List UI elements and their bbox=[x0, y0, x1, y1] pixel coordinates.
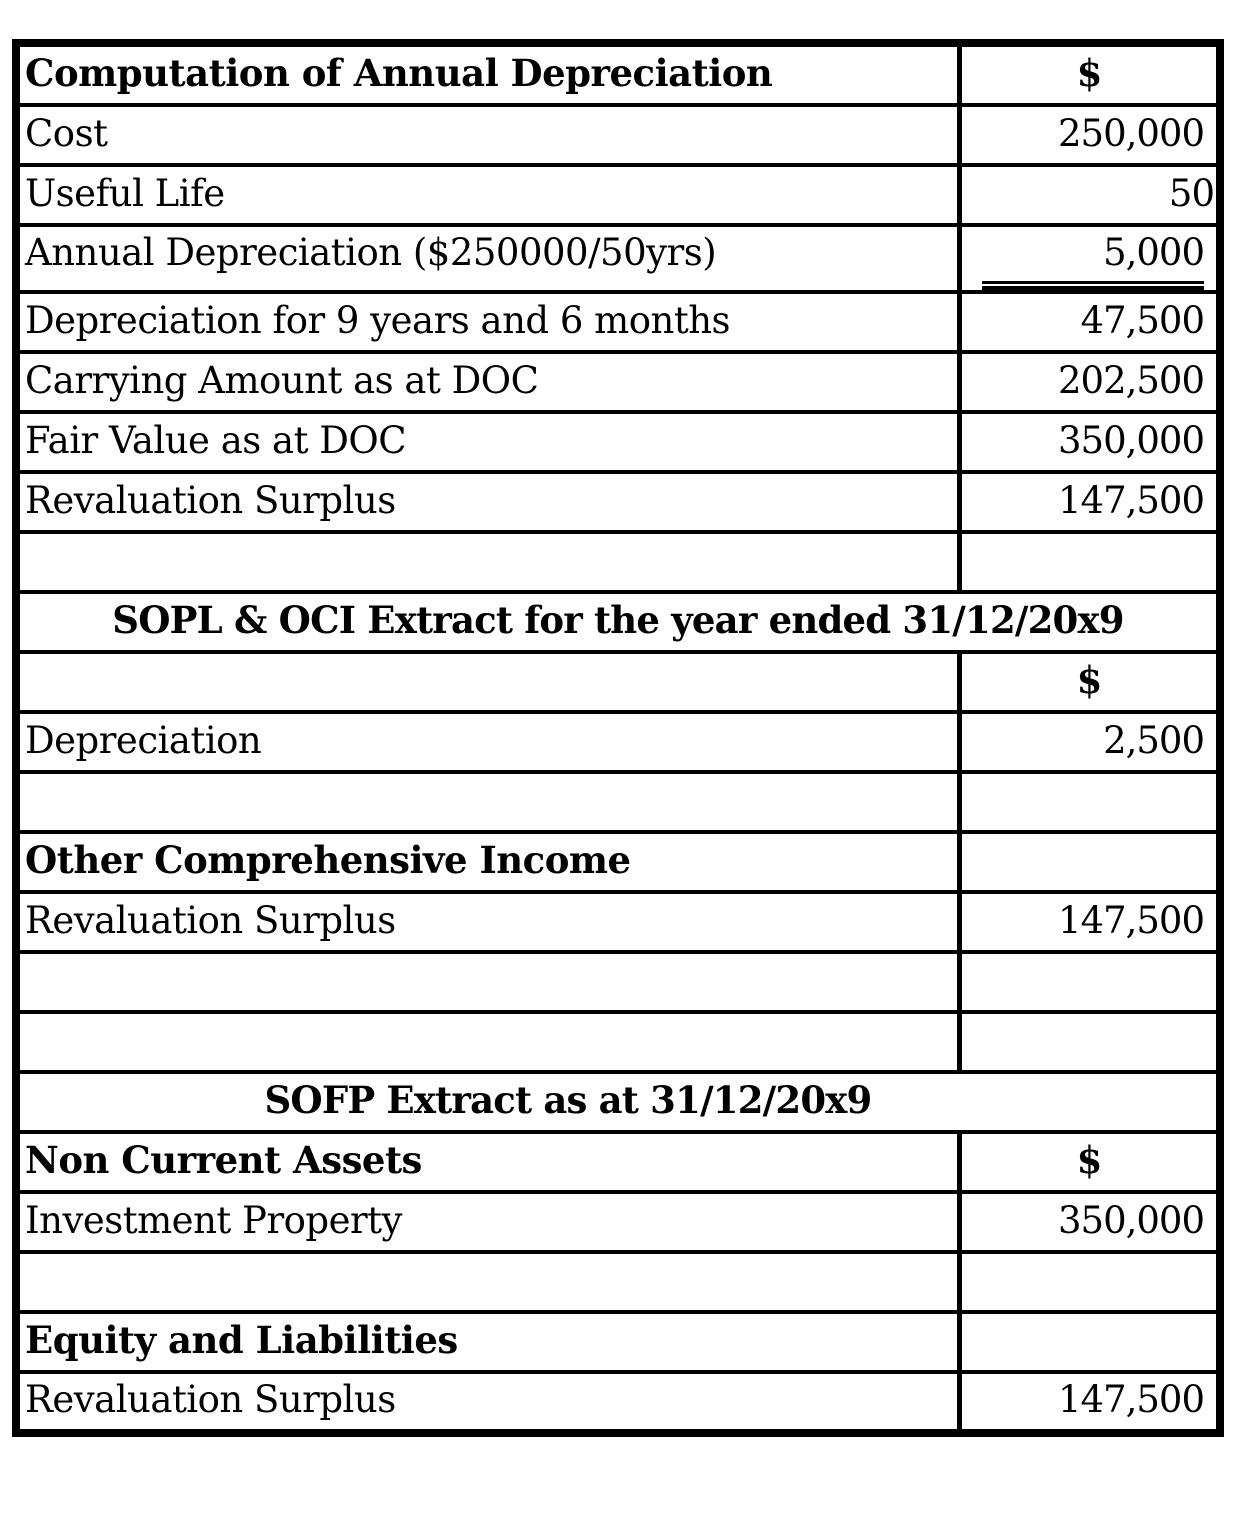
table-row-investment-property bbox=[20, 1194, 1216, 1254]
row-label: Revaluation Surplus bbox=[25, 478, 396, 522]
row-value: 50 bbox=[1168, 171, 1214, 215]
table-row-empty bbox=[20, 1254, 1216, 1314]
row-value: 350,000 bbox=[1057, 418, 1204, 462]
sofp-title-row bbox=[20, 1074, 1216, 1134]
empty-cell bbox=[962, 954, 1216, 1010]
sopl-title-row bbox=[20, 594, 1216, 654]
computation-title-cell bbox=[20, 47, 962, 103]
currency-header: $ bbox=[1076, 1138, 1102, 1182]
table-row-useful-life bbox=[20, 167, 1216, 227]
row-value: 147,500 bbox=[1057, 898, 1204, 942]
table-row-oci-revaluation-surplus bbox=[20, 894, 1216, 954]
row-label-cell bbox=[20, 354, 962, 410]
row-value: 350,000 bbox=[1057, 1198, 1204, 1242]
currency-header-cell bbox=[962, 654, 1216, 710]
row-value: 147,500 bbox=[1057, 1378, 1204, 1421]
row-label-cell bbox=[20, 294, 962, 350]
row-value: 47,500 bbox=[1080, 298, 1204, 342]
row-value-cell bbox=[962, 1374, 1216, 1429]
depreciation-worksheet-table bbox=[12, 39, 1224, 1437]
empty-cell bbox=[20, 774, 962, 830]
currency-header: $ bbox=[1076, 658, 1102, 702]
table-row-annual-depreciation bbox=[20, 227, 1216, 294]
row-label: Annual Depreciation ($250000/50yrs) bbox=[25, 231, 717, 274]
computation-title: Computation of Annual Depreciation bbox=[25, 51, 773, 95]
row-label: Revaluation Surplus bbox=[25, 898, 396, 942]
currency-header: $ bbox=[1076, 51, 1102, 95]
row-value-cell bbox=[962, 167, 1216, 223]
row-label-cell bbox=[20, 227, 962, 290]
oci-heading-cell bbox=[20, 834, 962, 890]
oci-heading-row bbox=[20, 834, 1216, 894]
row-label-cell bbox=[20, 414, 962, 470]
empty-cell bbox=[962, 1314, 1216, 1370]
row-label-cell bbox=[20, 894, 962, 950]
equity-heading-cell bbox=[20, 1314, 962, 1370]
row-value: 5,000 bbox=[1103, 231, 1204, 274]
table-row-revaluation-surplus bbox=[20, 474, 1216, 534]
row-value-cell bbox=[962, 354, 1216, 410]
row-label-cell bbox=[20, 1194, 962, 1250]
row-label: Investment Property bbox=[25, 1198, 402, 1242]
equity-heading: Equity and Liabilities bbox=[25, 1318, 458, 1362]
row-value: 250,000 bbox=[1057, 111, 1204, 155]
table-row-empty bbox=[20, 534, 1216, 594]
sopl-title: SOPL & OCI Extract for the year ended 31/12/20x9 bbox=[112, 598, 1124, 642]
row-value-cell bbox=[962, 1194, 1216, 1250]
table-row-empty bbox=[20, 1014, 1216, 1074]
row-value-cell bbox=[962, 294, 1216, 350]
table-row-fair-value bbox=[20, 414, 1216, 474]
row-label: Depreciation for 9 years and 6 months bbox=[25, 298, 731, 342]
row-label: Fair Value as at DOC bbox=[25, 418, 407, 462]
empty-cell bbox=[962, 834, 1216, 890]
row-value-cell bbox=[962, 414, 1216, 470]
currency-header-cell bbox=[962, 1134, 1216, 1190]
table-row-carrying-amount bbox=[20, 354, 1216, 414]
row-label: Revaluation Surplus bbox=[25, 1378, 396, 1421]
table-row-sofp-revaluation-surplus bbox=[20, 1374, 1216, 1429]
row-value-cell bbox=[962, 107, 1216, 163]
currency-header-cell bbox=[962, 47, 1216, 103]
row-label: Carrying Amount as at DOC bbox=[25, 358, 539, 402]
empty-cell bbox=[20, 534, 962, 590]
nca-heading-cell bbox=[20, 1134, 962, 1190]
row-value-cell bbox=[962, 714, 1216, 770]
empty-cell bbox=[20, 1014, 962, 1070]
computation-header-row bbox=[20, 47, 1216, 107]
row-label-cell bbox=[20, 107, 962, 163]
row-value: 2,500 bbox=[1103, 718, 1204, 762]
row-value-cell bbox=[962, 227, 1216, 290]
sofp-title: SOFP Extract as at 31/12/20x9 bbox=[264, 1078, 872, 1122]
table-row-sopl-depreciation bbox=[20, 714, 1216, 774]
row-value-cell bbox=[962, 474, 1216, 530]
nca-heading: Non Current Assets bbox=[25, 1138, 422, 1182]
table-row-cost bbox=[20, 107, 1216, 167]
empty-cell bbox=[962, 1014, 1216, 1070]
row-label-cell bbox=[20, 1374, 962, 1429]
empty-cell bbox=[962, 534, 1216, 590]
row-value-cell bbox=[962, 894, 1216, 950]
row-label-cell bbox=[20, 714, 962, 770]
sopl-title-cell bbox=[20, 594, 1216, 650]
empty-cell bbox=[962, 1254, 1216, 1310]
table-row-empty bbox=[20, 774, 1216, 834]
row-label-cell bbox=[20, 474, 962, 530]
nca-heading-row bbox=[20, 1134, 1216, 1194]
empty-cell bbox=[20, 654, 962, 710]
double-underline bbox=[982, 281, 1204, 290]
empty-cell bbox=[20, 954, 962, 1010]
table-row-empty bbox=[20, 954, 1216, 1014]
table-row-depreciation-9y6m bbox=[20, 294, 1216, 354]
sopl-currency-row bbox=[20, 654, 1216, 714]
row-label: Depreciation bbox=[25, 718, 262, 762]
row-label: Useful Life bbox=[25, 171, 225, 215]
row-value: 202,500 bbox=[1057, 358, 1204, 402]
row-label-cell bbox=[20, 167, 962, 223]
empty-cell bbox=[962, 774, 1216, 830]
row-label: Cost bbox=[25, 111, 108, 155]
empty-cell bbox=[20, 1254, 962, 1310]
oci-heading: Other Comprehensive Income bbox=[25, 838, 631, 882]
sofp-title-cell bbox=[20, 1074, 1216, 1130]
row-value: 147,500 bbox=[1057, 478, 1204, 522]
equity-heading-row bbox=[20, 1314, 1216, 1374]
